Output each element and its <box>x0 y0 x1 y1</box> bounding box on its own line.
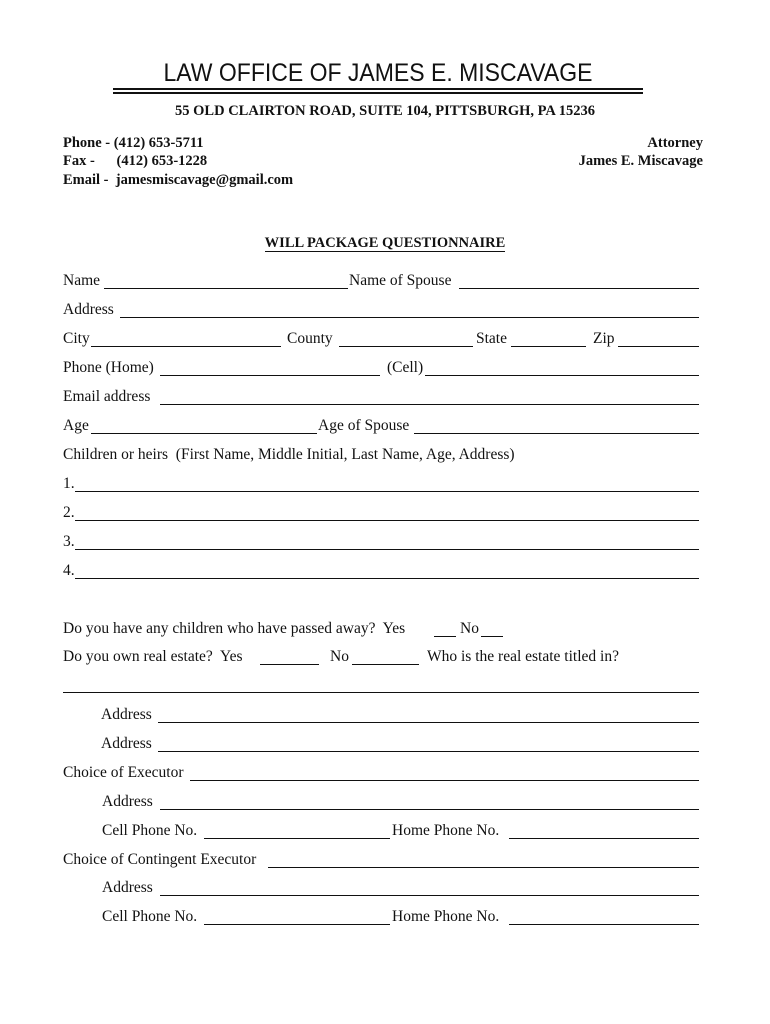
zip-field[interactable] <box>618 346 699 347</box>
address-label: Address <box>63 301 114 318</box>
executor-address-label: Address <box>102 793 153 810</box>
real-estate-address-field-1[interactable] <box>158 722 699 723</box>
email-address-label: Email address <box>63 388 151 405</box>
contingent-address-field[interactable] <box>160 895 699 896</box>
address-field[interactable] <box>120 317 699 318</box>
children-passed-no-field[interactable] <box>481 636 503 637</box>
contingent-cell-field[interactable] <box>204 924 390 925</box>
children-passed-no-label: No <box>460 620 479 637</box>
children-heading: Children or heirs (First Name, Middle Initial, Last Name, Age, Address) <box>63 446 515 463</box>
real-estate-titled-question: Who is the real estate titled in? <box>427 648 619 665</box>
executor-home-label: Home Phone No. <box>392 822 500 839</box>
child-field-1[interactable] <box>75 491 699 492</box>
city-label: City <box>63 330 90 347</box>
executor-cell-field[interactable] <box>204 838 390 839</box>
questionnaire-heading: WILL PACKAGE QUESTIONNAIRE <box>264 235 506 251</box>
office-name: LAW OFFICE OF JAMES E. MISCAVAGE <box>163 59 593 87</box>
real-estate-no-field[interactable] <box>352 664 419 665</box>
name-of-spouse-field[interactable] <box>459 288 699 289</box>
contingent-address-label: Address <box>102 879 153 896</box>
choice-of-executor-field[interactable] <box>190 780 699 781</box>
phone-home-label: Phone (Home) <box>63 359 154 376</box>
state-label: State <box>476 330 507 347</box>
real-estate-address-label-2: Address <box>101 735 152 752</box>
real-estate-no-label: No <box>330 648 349 665</box>
street-address: 55 OLD CLAIRTON ROAD, SUITE 104, PITTSBURGH, PA 15236 <box>175 103 595 119</box>
attorney-title: Attorney <box>647 135 703 151</box>
email-address: Email - jamesmiscavage@gmail.com <box>63 172 294 188</box>
age-field[interactable] <box>91 433 317 434</box>
age-label: Age <box>63 417 89 434</box>
executor-address-field[interactable] <box>160 809 699 810</box>
contingent-home-label: Home Phone No. <box>392 908 500 925</box>
executor-cell-label: Cell Phone No. <box>102 822 198 839</box>
zip-label: Zip <box>593 330 615 347</box>
attorney-name: James E. Miscavage <box>578 153 703 169</box>
cell-field[interactable] <box>425 375 699 376</box>
county-label: County <box>287 330 333 347</box>
children-passed-yes-field[interactable] <box>434 636 456 637</box>
county-field[interactable] <box>339 346 473 347</box>
executor-home-field[interactable] <box>509 838 699 839</box>
city-field[interactable] <box>91 346 281 347</box>
real-estate-yes-field[interactable] <box>260 664 319 665</box>
child-number-4: 4. <box>63 562 75 579</box>
choice-of-executor-label: Choice of Executor <box>63 764 184 781</box>
fax-number: Fax - (412) 653-1228 <box>63 153 208 169</box>
child-number-1: 1. <box>63 475 75 492</box>
real-estate-address-field-2[interactable] <box>158 751 699 752</box>
child-field-3[interactable] <box>75 549 699 550</box>
name-label: Name <box>63 272 101 289</box>
choice-of-contingent-executor-label: Choice of Contingent Executor <box>63 851 257 868</box>
real-estate-titled-field[interactable] <box>63 692 699 693</box>
cell-label: (Cell) <box>387 359 424 376</box>
state-field[interactable] <box>511 346 586 347</box>
age-of-spouse-label: Age of Spouse <box>318 417 410 434</box>
name-field[interactable] <box>104 288 348 289</box>
children-passed-question: Do you have any children who have passed away? Yes <box>63 620 406 637</box>
title-underline <box>113 88 643 90</box>
child-number-2: 2. <box>63 504 75 521</box>
contingent-cell-label: Cell Phone No. <box>102 908 198 925</box>
phone-home-field[interactable] <box>160 375 380 376</box>
child-field-2[interactable] <box>75 520 699 521</box>
choice-of-contingent-executor-field[interactable] <box>268 867 699 868</box>
real-estate-address-label-1: Address <box>101 706 152 723</box>
contingent-home-field[interactable] <box>509 924 699 925</box>
name-of-spouse-label: Name of Spouse <box>349 272 452 289</box>
age-of-spouse-field[interactable] <box>414 433 699 434</box>
child-field-4[interactable] <box>75 578 699 579</box>
phone-number: Phone - (412) 653-5711 <box>63 135 204 151</box>
child-number-3: 3. <box>63 533 75 550</box>
title-double-rule <box>113 92 643 94</box>
real-estate-question: Do you own real estate? Yes <box>63 648 243 665</box>
email-address-field[interactable] <box>160 404 699 405</box>
